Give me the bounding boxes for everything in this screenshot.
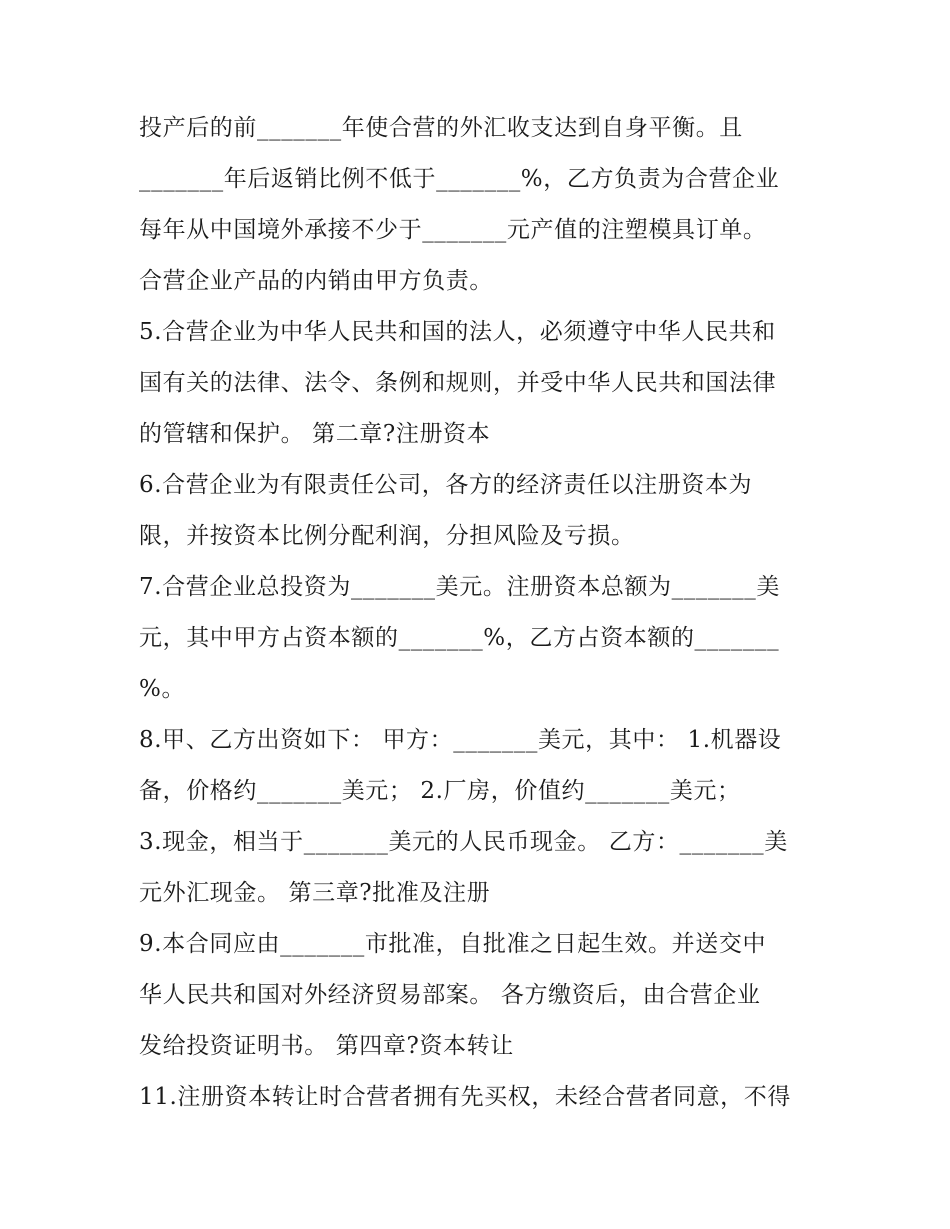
chapter-4-heading-line: 发给投资证明书。 第四章?资本转让 [139, 1033, 514, 1059]
clause-8-line: 8.甲、乙方出资如下： 甲方：_______美元，其中： 1.机器设 [139, 727, 782, 753]
text-line: 每年从中国境外承接不少于_______元产值的注塑模具订单。 [139, 217, 767, 243]
text-line: 限，并按资本比例分配利润，分担风险及亏损。 [139, 523, 635, 549]
clause-5-line: 5.合营企业为中华人民共和国的法人，必须遵守中华人民共和 [139, 319, 776, 345]
text-line: 3.现金，相当于_______美元的人民币现金。 乙方：_______美 [139, 829, 788, 855]
clause-7-line: 7.合营企业总投资为_______美元。注册资本总额为_______美 [139, 574, 780, 600]
clause-9-line: 9.本合同应由_______市批准，自批准之日起生效。并送交中 [139, 931, 767, 957]
text-line: 备，价格约_______美元； 2.厂房，价值约_______美元； [139, 778, 741, 804]
clause-11-line: 11.注册资本转让时合营者拥有先买权，未经合营者同意，不得 [139, 1084, 791, 1110]
text-line: 国有关的法律、法令、条例和规则，并受中华人民共和国法律 [139, 370, 777, 396]
text-line: 元，其中甲方占资本额的_______%，乙方占资本额的_______ [139, 625, 780, 651]
text-line: %。 [139, 676, 186, 702]
text-line: 投产后的前_______年使合营的外汇收支达到自身平衡。且 [139, 115, 743, 141]
text-line: 华人民共和国对外经济贸易部案。 各方缴资后，由合营企业 [139, 982, 761, 1008]
chapter-2-heading-line: 的管辖和保护。 第二章?注册资本 [139, 421, 491, 447]
text-line: _______年后返销比例不低于_______%，乙方负责为合营企业 [139, 166, 780, 192]
chapter-3-heading-line: 元外汇现金。 第三章?批准及注册 [139, 880, 491, 906]
text-line: 合营企业产品的内销由甲方负责。 [139, 268, 493, 294]
clause-6-line: 6.合营企业为有限责任公司，各方的经济责任以注册资本为 [139, 472, 753, 498]
